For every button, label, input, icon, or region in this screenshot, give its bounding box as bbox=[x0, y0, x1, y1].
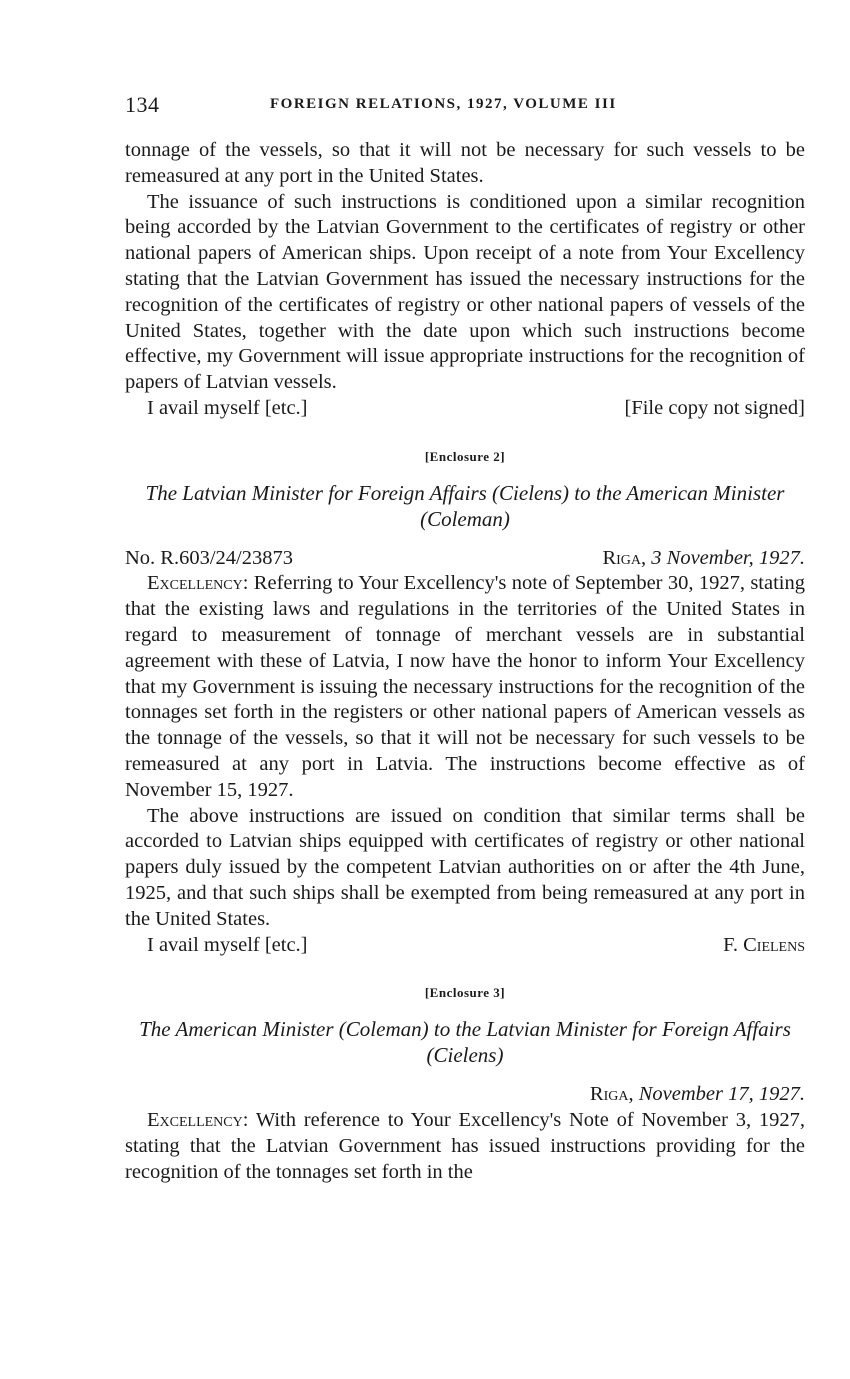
document-title: The American Minister (Coleman) to the Latvian Minister for Foreign Affairs (Cielens) bbox=[139, 1017, 791, 1068]
paragraph-continuation: tonnage of the vessels, so that it will not be necessary for such vessels to be remeasured at any port in the United States. bbox=[125, 139, 805, 187]
running-head: FOREIGN RELATIONS, 1927, VOLUME III bbox=[270, 96, 617, 112]
salutation: Excellency: bbox=[147, 1108, 249, 1131]
enclosure-label: [Enclosure 3] bbox=[424, 985, 506, 1001]
enclosure-label: [Enclosure 2] bbox=[424, 448, 506, 464]
page-header bbox=[125, 92, 805, 122]
paragraph: The issuance of such instructions is conditioned upon a similar recognition being accorded by the Latvian Government to the certificates of registry or other national papers of American ships. Upon receipt of a note from Your Excellency stating that the Latvian Government has issued the necessary instructions for the recognition of the certificates of registry or other national papers of vessels of the United States, together with the date upon which such instructions become effective, my Government will issue appropriate instructions for the recognition of papers of Latvian vessels. bbox=[125, 190, 805, 394]
place-date bbox=[602, 546, 805, 572]
place: Riga, bbox=[602, 546, 647, 569]
salutation: Excellency: bbox=[147, 572, 249, 595]
document-title: The Latvian Minister for Foreign Affairs (Cielens) to the American Minister (Coleman) bbox=[145, 480, 785, 531]
signature: F. Cielens bbox=[723, 933, 805, 956]
date: November 17, 1927. bbox=[638, 1083, 805, 1106]
closing-text: I avail myself [etc.] bbox=[147, 933, 308, 956]
paragraph-text: With reference to Your Excellency's Note of November 3, 1927, stating that the Latvian Government has issued instructions providing for the recognition of the tonnages set forth in the bbox=[125, 1108, 805, 1183]
dateline bbox=[125, 1082, 805, 1108]
closing-line bbox=[125, 933, 805, 959]
body-text bbox=[125, 138, 805, 1185]
page-number: 134 bbox=[125, 92, 160, 117]
place: Riga, bbox=[589, 1083, 634, 1106]
dateline bbox=[125, 546, 805, 572]
paragraph: The above instructions are issued on condition that similar terms shall be accorded to Latvian ships equipped with certificates of registry or other national papers duly issued by the competent Latvian authorities on or after the 4th June, 1925, and that such ships shall be exempted from being remeasured at any port in the United States. bbox=[125, 804, 805, 930]
closing-line bbox=[125, 396, 805, 422]
closing-text: I avail myself [etc.] bbox=[147, 396, 308, 419]
signature: [File copy not signed] bbox=[624, 396, 805, 419]
document-number: No. R.603/24/23873 bbox=[125, 546, 293, 569]
paragraph bbox=[125, 1108, 805, 1185]
paragraph-text: Referring to Your Excellency's note of September 30, 1927, stating that the existing laws and regulations in the territories of the United States in regard to measurement of tonnage of merchant vessels are in substantial agreement with these of Latvia, I now have the honor to inform Your Excellency that my Government is issuing the necessary instructions for the recognition of the tonnages set forth in the registers or other national papers of American vessels as the tonnage of the vessels, so that it will not be necessary for such vessels to be remeasured at any port in Latvia. The instructions become effective as of November 15, 1927. bbox=[125, 572, 805, 801]
paragraph bbox=[125, 571, 805, 803]
date: 3 November, 1927. bbox=[651, 546, 805, 569]
place-date bbox=[590, 1082, 805, 1108]
